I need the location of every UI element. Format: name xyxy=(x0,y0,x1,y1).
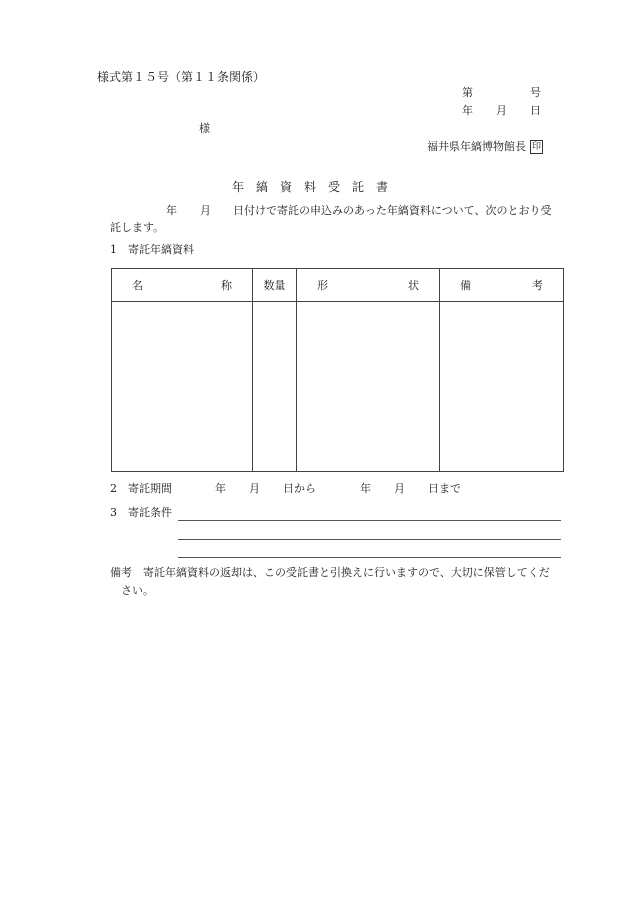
doc-number-suffix: 号 xyxy=(530,86,541,99)
column-remarks-char2: 考 xyxy=(532,279,543,292)
column-quantity xyxy=(253,269,297,302)
body-text-line2: 託します。 xyxy=(110,221,165,234)
date-year: 年 xyxy=(462,104,473,117)
date-month: 月 xyxy=(496,104,507,117)
column-remarks xyxy=(440,269,564,302)
column-remarks-char1: 備 xyxy=(460,279,471,292)
condition-line-1[interactable] xyxy=(178,520,561,521)
cell-name[interactable] xyxy=(112,302,253,472)
body-text-line1: 日付けで寄託の申込みのあった年縞資料について、次のとおり受 xyxy=(233,204,552,217)
column-name xyxy=(112,269,253,302)
recipient-honorific: 様 xyxy=(199,122,210,135)
column-name-char1: 名 xyxy=(132,279,143,292)
deposit-materials-table xyxy=(111,268,564,472)
remarks-text-line2: さい。 xyxy=(121,584,154,597)
period-from-month: 月 xyxy=(249,482,260,495)
section1-heading: 1 寄託年縞資料 xyxy=(110,243,194,256)
section3-heading: 3 寄託条件 xyxy=(110,506,172,519)
doc-number-label: 第 xyxy=(462,86,473,99)
section2-heading: 2 寄託期間 xyxy=(110,482,172,495)
period-from-year: 年 xyxy=(215,482,226,495)
table-row xyxy=(112,302,564,472)
date-day: 日 xyxy=(530,104,541,117)
body-year: 年 xyxy=(166,204,177,217)
remarks-label: 備考 xyxy=(110,566,132,579)
table-header-row xyxy=(112,269,564,302)
cell-shape[interactable] xyxy=(297,302,440,472)
body-month: 月 xyxy=(200,204,211,217)
period-to-month: 月 xyxy=(394,482,405,495)
seal-stamp: 印 xyxy=(531,142,541,152)
condition-line-2[interactable] xyxy=(178,539,561,540)
issuer xyxy=(427,140,543,154)
cell-remarks[interactable] xyxy=(440,302,564,472)
column-shape-char2: 状 xyxy=(408,279,419,292)
column-shape-char1: 形 xyxy=(317,279,328,292)
column-quantity-label: 数量 xyxy=(263,279,286,292)
column-shape xyxy=(297,269,440,302)
cell-quantity[interactable] xyxy=(253,302,297,472)
period-to-suffix: 日まで xyxy=(428,482,461,495)
document-title: 年 縞 資 料 受 託 書 xyxy=(232,180,389,194)
remarks-text-line1: 寄託年縞資料の返却は、この受託書と引換えに行いますので、大切に保管してくだ xyxy=(143,566,550,579)
period-to-year: 年 xyxy=(360,482,371,495)
period-from-suffix: 日から xyxy=(283,482,316,495)
condition-line-3[interactable] xyxy=(178,557,561,558)
column-name-char2: 称 xyxy=(221,279,232,292)
issuer-name: 福井県年縞博物館長 xyxy=(427,140,526,153)
form-number: 様式第１５号（第１１条関係） xyxy=(97,70,266,84)
